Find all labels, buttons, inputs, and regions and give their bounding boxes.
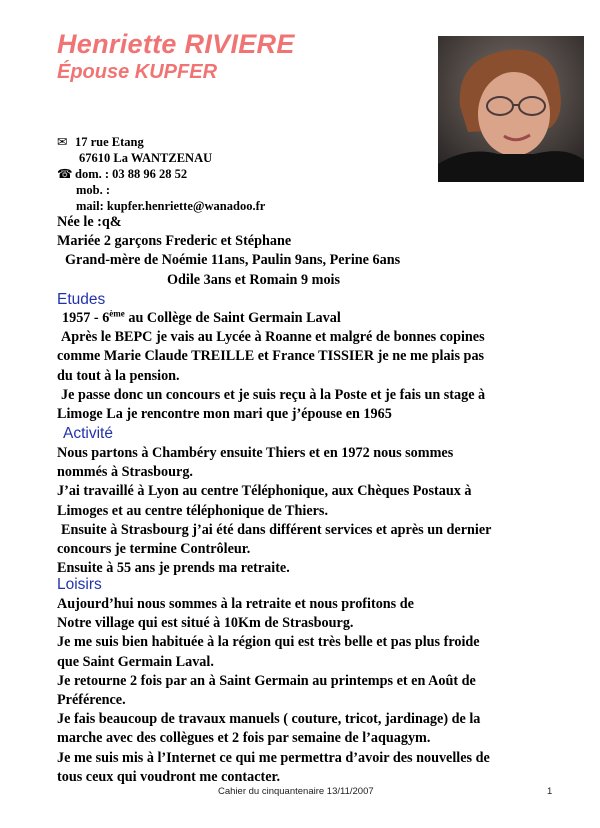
address-line1: 17 rue Etang [75,135,144,149]
footer-text: Cahier du cinquantenaire 13/11/2007 [218,786,374,797]
personal-block [57,213,400,290]
loisirs-line: Préférence. [57,692,126,709]
activite-line: Nous partons à Chambéry ensuite Thiers et en 1972 nous sommes [57,445,454,461]
grandchildren-line-2: Odile 3ans et Romain 9 mois [167,271,341,288]
marriage-line: Mariée 2 garçons Frederic et Stéphane [57,233,292,250]
etudes-line: Après le BEPC je vais au Lycée à Roanne et malgré de bonnes copines [61,329,485,346]
person-name: Henriette RIVIERE [57,29,295,59]
contact-block [57,134,265,214]
birth-line: Née le :q& [57,214,122,230]
section-heading-loisirs: Loisirs [57,576,102,593]
envelope-icon: ✉ [57,135,68,149]
activite-line: Ensuite à Strasbourg j’ai été dans différent services et après un dernier [61,521,492,538]
loisirs-line: Aujourd’hui nous sommes à la retraite et nous profitons de [57,596,414,612]
etudes-line: Je passe donc un concours et je suis reçu à la Poste et je fais un stage à [61,386,486,403]
activite-line: Ensuite à 55 ans je prends ma retraite. [57,560,290,577]
etudes-line: Limoge La je rencontre mon mari que j’épouse en 1965 [57,406,392,423]
telephone-icon: ☎ [57,167,73,181]
portrait-photo [438,36,584,182]
etudes-block [57,309,485,424]
page-number: 1 [547,786,553,797]
loisirs-line: Notre village qui est situé à 10Km de Strasbourg. [57,615,354,632]
loisirs-line: Je me suis bien habituée à la région qui est très belle et pas plus froide [57,634,480,651]
loisirs-line: tous ceux qui voudront me contacter. [57,768,281,785]
loisirs-line: Je retourne 2 fois par an à Saint Germain au printemps et en Août de [57,672,476,689]
activite-line: Limoges et au centre téléphonique de Thiers. [57,502,328,519]
phone-mobile: mob. : [76,183,111,197]
activite-line: nommés à Strasbourg. [57,464,193,481]
loisirs-line: Je fais beaucoup de travaux manuels ( couture, tricot, jardinage) de la [57,711,481,728]
loisirs-line: marche avec des collègues et 2 fois par semaine de l’aquagym. [57,730,431,747]
etudes-line: 1957 - 6ème au Collège de Saint Germain Laval [62,308,341,326]
activite-block [57,444,491,578]
email-address: mail: kupfer.henriette@wanadoo.fr [76,199,266,213]
etudes-line: comme Marie Claude TREILLE et France TISSIER je ne me plais pas [57,348,485,365]
activite-line: J’ai travaillé à Lyon au centre Téléphonique, aux Chèques Postaux à [57,483,472,500]
loisirs-line: Je me suis mis à l’Internet ce qui me permettra d’avoir des nouvelles de [57,749,490,766]
loisirs-line: que Saint Germain Laval. [57,653,214,670]
section-heading-activite: Activité [63,425,113,442]
activite-line: concours je termine Contrôleur. [57,541,251,558]
page-footer [0,786,600,800]
grandchildren-line-1: Grand-mère de Noémie 11ans, Paulin 9ans, Perine 6ans [65,252,401,269]
etudes-line: du tout à la pension. [57,367,180,384]
loisirs-block [57,595,490,787]
phone-home: dom. : 03 88 96 28 52 [75,167,188,181]
section-heading-etudes: Etudes [57,291,106,308]
address-line2: 67610 La WANTZENAU [79,151,213,165]
married-name: Épouse KUPFER [57,61,218,83]
